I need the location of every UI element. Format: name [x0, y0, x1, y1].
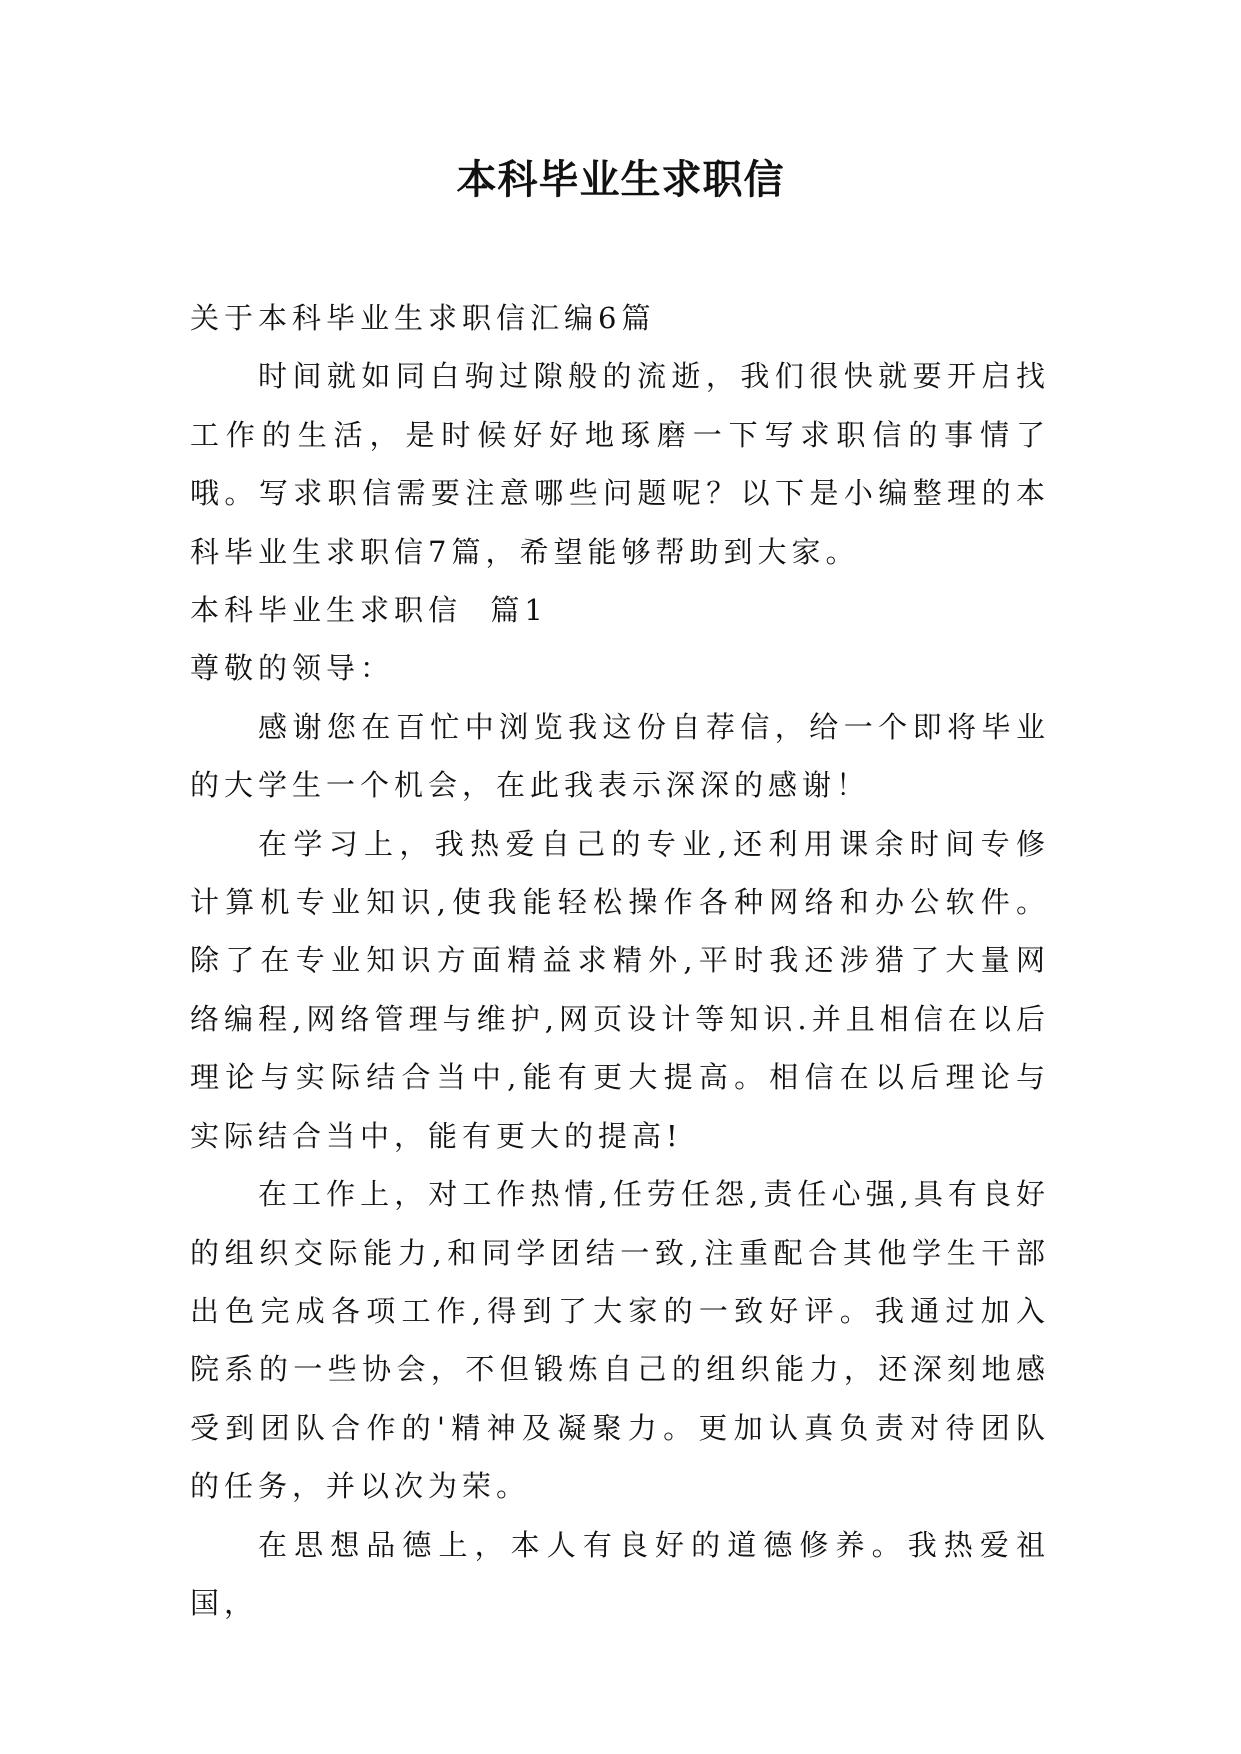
body-paragraph: 感谢您在百忙中浏览我这份自荐信，给一个即将毕业的大学生一个机会，在此我表示深深的感谢！ — [190, 709, 1050, 803]
salutation: 尊敬的领导： — [190, 651, 395, 686]
section-heading: 本科毕业生求职信 篇1 — [190, 593, 548, 628]
body-paragraph: 在工作上，对工作热情,任劳任怨,责任心强,具有良好的组织交际能力,和同学团结一致,注重配合其他学生干部出色完成各项工作,得到了大家的一致好评。我通过加入院系的一些协会，不但锻炼自己的组织能力，还深刻地感受到团队合作的'精神及凝聚力。更加认真负责对待团队的任务，并以次为荣。 — [190, 1177, 1050, 1504]
body-paragraph: 在学习上，我热爱自己的专业,还利用课余时间专修计算机专业知识,使我能轻松操作各种网络和办公软件。除了在专业知识方面精益求精外,平时我还涉猎了大量网络编程,网络管理与维护,网页设计等知识.并且相信在以后理论与实际结合当中,能有更大提高。相信在以后理论与实际结合当中，能有更大的提高! — [190, 826, 1050, 1153]
intro-paragraph: 时间就如同白驹过隙般的流逝，我们很快就要开启找工作的生活，是时候好好地琢磨一下写求职信的事情了哦。写求职信需要注意哪些问题呢？以下是小编整理的本科毕业生求职信7篇，希望能够帮助到大家。 — [190, 359, 1050, 569]
body-paragraph: 在思想品德上，本人有良好的道德修养。我热爱祖国， — [190, 1527, 1050, 1620]
document-body — [190, 289, 1050, 1632]
document-title: 本科毕业生求职信 — [456, 157, 785, 203]
document-subtitle: 关于本科毕业生求职信汇编6篇 — [190, 301, 656, 335]
